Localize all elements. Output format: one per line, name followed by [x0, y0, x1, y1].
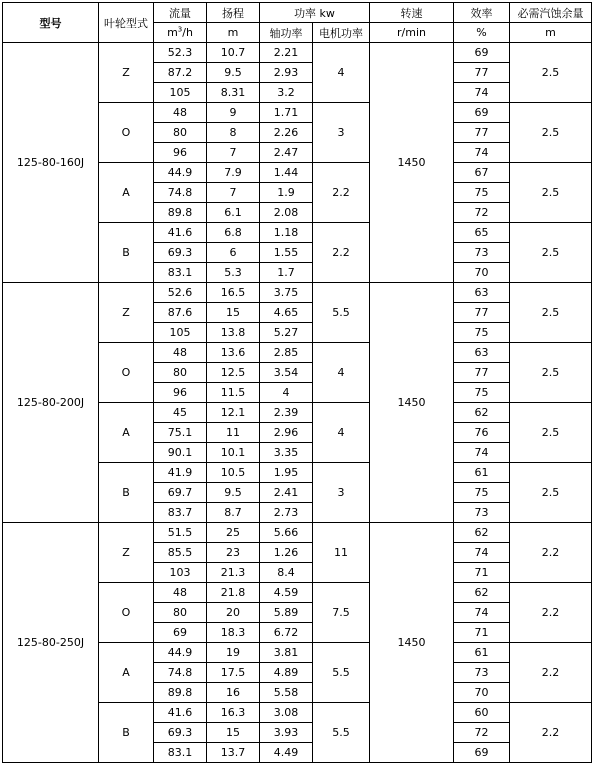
flow-cell: 52.6 — [154, 283, 207, 303]
impeller-type-cell: B — [99, 223, 154, 283]
flow-cell: 89.8 — [154, 683, 207, 703]
shaft-power-cell: 1.55 — [260, 243, 313, 263]
header-head-unit: m — [207, 23, 260, 43]
motor-power-cell: 4 — [313, 343, 370, 403]
head-cell: 8.31 — [207, 83, 260, 103]
head-cell: 23 — [207, 543, 260, 563]
head-cell: 21.3 — [207, 563, 260, 583]
flow-cell: 69.3 — [154, 243, 207, 263]
table-body — [3, 43, 592, 763]
efficiency-cell: 69 — [454, 743, 510, 763]
head-cell: 8 — [207, 123, 260, 143]
flow-cell: 74.8 — [154, 183, 207, 203]
shaft-power-cell: 2.93 — [260, 63, 313, 83]
efficiency-cell: 69 — [454, 43, 510, 63]
shaft-power-cell: 4.65 — [260, 303, 313, 323]
flow-unit-suffix: /h — [182, 26, 193, 39]
head-cell: 5.3 — [207, 263, 260, 283]
motor-power-cell: 4 — [313, 403, 370, 463]
head-cell: 18.3 — [207, 623, 260, 643]
shaft-power-cell: 2.26 — [260, 123, 313, 143]
efficiency-cell: 67 — [454, 163, 510, 183]
flow-cell: 41.6 — [154, 223, 207, 243]
head-cell: 8.7 — [207, 503, 260, 523]
header-efficiency: 效率 — [454, 3, 510, 23]
shaft-power-cell: 3.93 — [260, 723, 313, 743]
efficiency-cell: 70 — [454, 683, 510, 703]
efficiency-cell: 77 — [454, 123, 510, 143]
shaft-power-cell: 5.66 — [260, 523, 313, 543]
flow-cell: 80 — [154, 603, 207, 623]
speed-cell: 1450 — [370, 523, 454, 763]
shaft-power-cell: 2.39 — [260, 403, 313, 423]
header-speed-unit: r/min — [370, 23, 454, 43]
header-shaft-power: 轴功率 — [260, 23, 313, 43]
efficiency-cell: 76 — [454, 423, 510, 443]
shaft-power-cell: 2.21 — [260, 43, 313, 63]
head-cell: 9.5 — [207, 483, 260, 503]
npsh-cell: 2.5 — [510, 43, 592, 103]
model-cell: 125-80-250J — [3, 523, 99, 763]
header-power: 功率 kw — [260, 3, 370, 23]
motor-power-cell: 5.5 — [313, 703, 370, 763]
flow-cell: 48 — [154, 583, 207, 603]
efficiency-cell: 72 — [454, 723, 510, 743]
impeller-type-cell: O — [99, 103, 154, 163]
impeller-type-cell: Z — [99, 283, 154, 343]
header-impeller: 叶轮型式 — [99, 3, 154, 43]
flow-cell: 105 — [154, 323, 207, 343]
flow-cell: 96 — [154, 143, 207, 163]
efficiency-cell: 71 — [454, 563, 510, 583]
flow-cell: 89.8 — [154, 203, 207, 223]
header-flow-unit — [154, 23, 207, 43]
flow-cell: 41.9 — [154, 463, 207, 483]
efficiency-cell: 77 — [454, 303, 510, 323]
motor-power-cell: 3 — [313, 463, 370, 523]
efficiency-cell: 70 — [454, 263, 510, 283]
motor-power-cell: 3 — [313, 103, 370, 163]
flow-cell: 51.5 — [154, 523, 207, 543]
impeller-type-cell: O — [99, 343, 154, 403]
flow-cell: 48 — [154, 343, 207, 363]
npsh-cell: 2.5 — [510, 283, 592, 343]
flow-cell: 69.3 — [154, 723, 207, 743]
efficiency-cell: 75 — [454, 383, 510, 403]
shaft-power-cell: 5.89 — [260, 603, 313, 623]
efficiency-cell: 74 — [454, 83, 510, 103]
motor-power-cell: 4 — [313, 43, 370, 103]
efficiency-cell: 75 — [454, 183, 510, 203]
flow-cell: 83.7 — [154, 503, 207, 523]
shaft-power-cell: 1.44 — [260, 163, 313, 183]
efficiency-cell: 63 — [454, 343, 510, 363]
head-cell: 12.1 — [207, 403, 260, 423]
efficiency-cell: 77 — [454, 363, 510, 383]
npsh-cell: 2.2 — [510, 583, 592, 643]
head-cell: 10.7 — [207, 43, 260, 63]
flow-cell: 87.2 — [154, 63, 207, 83]
shaft-power-cell: 2.08 — [260, 203, 313, 223]
shaft-power-cell: 3.54 — [260, 363, 313, 383]
shaft-power-cell: 1.9 — [260, 183, 313, 203]
flow-cell: 74.8 — [154, 663, 207, 683]
flow-cell: 87.6 — [154, 303, 207, 323]
impeller-type-cell: B — [99, 703, 154, 763]
flow-cell: 75.1 — [154, 423, 207, 443]
efficiency-cell: 69 — [454, 103, 510, 123]
impeller-type-cell: Z — [99, 43, 154, 103]
efficiency-cell: 74 — [454, 143, 510, 163]
shaft-power-cell: 4.59 — [260, 583, 313, 603]
shaft-power-cell: 3.2 — [260, 83, 313, 103]
motor-power-cell: 5.5 — [313, 283, 370, 343]
head-cell: 16.5 — [207, 283, 260, 303]
shaft-power-cell: 1.7 — [260, 263, 313, 283]
header-efficiency-unit: % — [454, 23, 510, 43]
head-cell: 9.5 — [207, 63, 260, 83]
head-cell: 10.1 — [207, 443, 260, 463]
table-row — [3, 523, 592, 543]
head-cell: 13.8 — [207, 323, 260, 343]
efficiency-cell: 72 — [454, 203, 510, 223]
flow-cell: 103 — [154, 563, 207, 583]
motor-power-cell: 5.5 — [313, 643, 370, 703]
model-cell: 125-80-200J — [3, 283, 99, 523]
impeller-type-cell: B — [99, 463, 154, 523]
flow-cell: 48 — [154, 103, 207, 123]
header-motor-power: 电机功率 — [313, 23, 370, 43]
shaft-power-cell: 2.41 — [260, 483, 313, 503]
head-cell: 13.7 — [207, 743, 260, 763]
motor-power-cell: 7.5 — [313, 583, 370, 643]
header-npsh: 必需汽蚀余量 — [510, 3, 592, 23]
motor-power-cell: 2.2 — [313, 223, 370, 283]
efficiency-cell: 74 — [454, 603, 510, 623]
shaft-power-cell: 4 — [260, 383, 313, 403]
efficiency-cell: 74 — [454, 443, 510, 463]
efficiency-cell: 65 — [454, 223, 510, 243]
model-cell: 125-80-160J — [3, 43, 99, 283]
shaft-power-cell: 8.4 — [260, 563, 313, 583]
npsh-cell: 2.5 — [510, 223, 592, 283]
shaft-power-cell: 2.73 — [260, 503, 313, 523]
flow-unit-sup: 3 — [177, 25, 183, 34]
head-cell: 11.5 — [207, 383, 260, 403]
shaft-power-cell: 1.26 — [260, 543, 313, 563]
flow-cell: 45 — [154, 403, 207, 423]
shaft-power-cell: 3.81 — [260, 643, 313, 663]
flow-cell: 80 — [154, 123, 207, 143]
head-cell: 17.5 — [207, 663, 260, 683]
head-cell: 19 — [207, 643, 260, 663]
shaft-power-cell: 4.49 — [260, 743, 313, 763]
impeller-type-cell: A — [99, 403, 154, 463]
flow-cell: 69 — [154, 623, 207, 643]
flow-cell: 96 — [154, 383, 207, 403]
efficiency-cell: 73 — [454, 243, 510, 263]
head-cell: 6 — [207, 243, 260, 263]
impeller-type-cell: O — [99, 583, 154, 643]
flow-cell: 69.7 — [154, 483, 207, 503]
efficiency-cell: 71 — [454, 623, 510, 643]
flow-cell: 83.1 — [154, 743, 207, 763]
npsh-cell: 2.5 — [510, 163, 592, 223]
flow-cell: 80 — [154, 363, 207, 383]
shaft-power-cell: 2.85 — [260, 343, 313, 363]
head-cell: 25 — [207, 523, 260, 543]
efficiency-cell: 73 — [454, 503, 510, 523]
flow-cell: 41.6 — [154, 703, 207, 723]
npsh-cell: 2.2 — [510, 643, 592, 703]
motor-power-cell: 11 — [313, 523, 370, 583]
shaft-power-cell: 1.95 — [260, 463, 313, 483]
efficiency-cell: 75 — [454, 323, 510, 343]
head-cell: 11 — [207, 423, 260, 443]
flow-cell: 44.9 — [154, 163, 207, 183]
header-flow: 流量 — [154, 3, 207, 23]
flow-cell: 90.1 — [154, 443, 207, 463]
table-header — [3, 3, 592, 43]
efficiency-cell: 61 — [454, 643, 510, 663]
motor-power-cell: 2.2 — [313, 163, 370, 223]
npsh-cell: 2.5 — [510, 343, 592, 403]
shaft-power-cell: 3.08 — [260, 703, 313, 723]
head-cell: 10.5 — [207, 463, 260, 483]
head-cell: 7.9 — [207, 163, 260, 183]
shaft-power-cell: 2.96 — [260, 423, 313, 443]
npsh-cell: 2.2 — [510, 703, 592, 763]
speed-cell: 1450 — [370, 283, 454, 523]
efficiency-cell: 62 — [454, 583, 510, 603]
efficiency-cell: 62 — [454, 403, 510, 423]
flow-cell: 83.1 — [154, 263, 207, 283]
head-cell: 9 — [207, 103, 260, 123]
pump-performance-table — [2, 2, 592, 763]
head-cell: 13.6 — [207, 343, 260, 363]
impeller-type-cell: A — [99, 163, 154, 223]
header-model: 型号 — [3, 3, 99, 43]
npsh-cell: 2.5 — [510, 403, 592, 463]
flow-cell: 85.5 — [154, 543, 207, 563]
header-head: 扬程 — [207, 3, 260, 23]
shaft-power-cell: 5.27 — [260, 323, 313, 343]
head-cell: 21.8 — [207, 583, 260, 603]
table-row — [3, 283, 592, 303]
shaft-power-cell: 3.75 — [260, 283, 313, 303]
head-cell: 16.3 — [207, 703, 260, 723]
flow-cell: 44.9 — [154, 643, 207, 663]
speed-cell: 1450 — [370, 43, 454, 283]
shaft-power-cell: 4.89 — [260, 663, 313, 683]
head-cell: 6.8 — [207, 223, 260, 243]
npsh-cell: 2.5 — [510, 463, 592, 523]
npsh-cell: 2.2 — [510, 523, 592, 583]
head-cell: 16 — [207, 683, 260, 703]
efficiency-cell: 77 — [454, 63, 510, 83]
efficiency-cell: 60 — [454, 703, 510, 723]
flow-cell: 105 — [154, 83, 207, 103]
shaft-power-cell: 1.71 — [260, 103, 313, 123]
efficiency-cell: 74 — [454, 543, 510, 563]
impeller-type-cell: Z — [99, 523, 154, 583]
header-speed: 转速 — [370, 3, 454, 23]
head-cell: 20 — [207, 603, 260, 623]
efficiency-cell: 63 — [454, 283, 510, 303]
shaft-power-cell: 3.35 — [260, 443, 313, 463]
efficiency-cell: 61 — [454, 463, 510, 483]
head-cell: 7 — [207, 143, 260, 163]
head-cell: 15 — [207, 303, 260, 323]
shaft-power-cell: 5.58 — [260, 683, 313, 703]
head-cell: 15 — [207, 723, 260, 743]
head-cell: 7 — [207, 183, 260, 203]
efficiency-cell: 73 — [454, 663, 510, 683]
npsh-cell: 2.5 — [510, 103, 592, 163]
flow-cell: 52.3 — [154, 43, 207, 63]
head-cell: 6.1 — [207, 203, 260, 223]
header-npsh-unit: m — [510, 23, 592, 43]
efficiency-cell: 75 — [454, 483, 510, 503]
table-row — [3, 43, 592, 63]
head-cell: 12.5 — [207, 363, 260, 383]
shaft-power-cell: 1.18 — [260, 223, 313, 243]
flow-unit-prefix: m — [167, 26, 178, 39]
efficiency-cell: 62 — [454, 523, 510, 543]
shaft-power-cell: 2.47 — [260, 143, 313, 163]
shaft-power-cell: 6.72 — [260, 623, 313, 643]
impeller-type-cell: A — [99, 643, 154, 703]
